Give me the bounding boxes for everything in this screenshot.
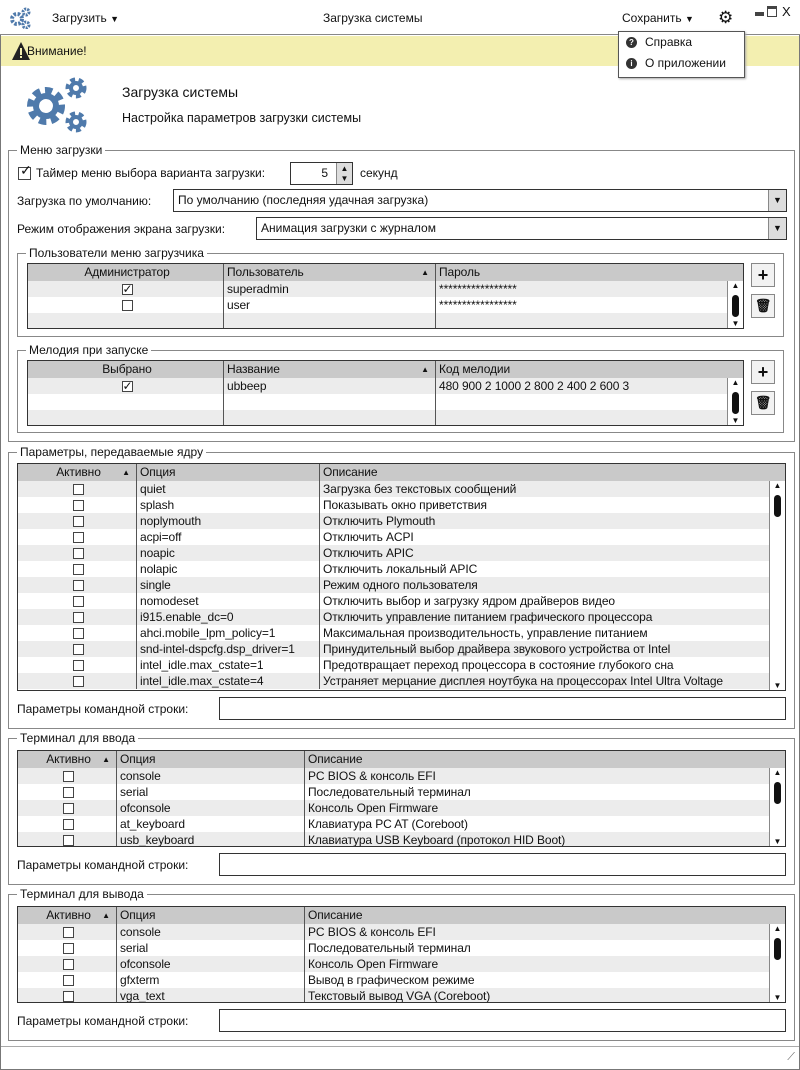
row-checkbox[interactable] <box>63 787 74 798</box>
table-row[interactable] <box>18 832 785 847</box>
scroll-down-icon[interactable]: ▼ <box>731 319 740 328</box>
row-checkbox[interactable] <box>63 803 74 814</box>
table-row[interactable] <box>18 673 785 689</box>
column-header[interactable] <box>18 907 116 924</box>
row-checkbox[interactable] <box>73 484 84 495</box>
load-menu-label: Загрузить <box>52 11 107 25</box>
checkbox-cell <box>18 593 136 609</box>
table-cell[interactable]: Максимальная производительность, управление питанием <box>319 625 769 641</box>
gears-icon <box>26 74 92 136</box>
checkbox-cell <box>18 609 136 625</box>
table-row[interactable] <box>28 297 743 313</box>
table-cell[interactable]: Консоль Open Firmware <box>304 800 769 816</box>
save-menu[interactable] <box>622 11 694 25</box>
checkbox-cell <box>28 281 223 297</box>
menu-item-label: Справка <box>645 35 693 49</box>
checkbox-cell <box>18 641 136 657</box>
checkbox-cell <box>18 988 116 1003</box>
checkbox-cell <box>18 832 116 847</box>
scroll-down-icon[interactable]: ▼ <box>773 681 782 690</box>
checkbox-cell <box>28 313 223 329</box>
checkbox-cell <box>18 561 136 577</box>
row-checkbox[interactable] <box>73 516 84 527</box>
table-cell[interactable] <box>223 394 435 410</box>
info-icon: i <box>626 58 637 69</box>
table-cell[interactable]: Отключить Plymouth <box>319 513 769 529</box>
row-checkbox[interactable] <box>63 771 74 782</box>
sort-asc-icon[interactable]: ▲ <box>122 468 130 477</box>
terminal-input-table <box>17 750 786 847</box>
table-cell[interactable]: Режим одного пользователя <box>319 577 769 593</box>
timer-spinner[interactable] <box>290 162 353 185</box>
table-cell[interactable]: serial <box>116 784 304 800</box>
row-checkbox[interactable] <box>63 819 74 830</box>
table-cell[interactable]: superadmin <box>223 281 435 297</box>
table-cell[interactable]: usb_keyboard <box>116 832 304 847</box>
column-header-label: Выбрано <box>102 362 152 376</box>
menu-item-label: О приложении <box>645 56 726 70</box>
kernel-cmdline-input[interactable] <box>219 697 786 720</box>
caret-down-icon: ▼ <box>684 14 694 24</box>
checkbox-cell <box>18 497 136 513</box>
timer-value: 5 <box>321 166 328 180</box>
row-checkbox[interactable] <box>63 991 74 1002</box>
checkbox-cell <box>28 378 223 394</box>
column-header-label: Администратор <box>84 265 170 279</box>
table-cell[interactable]: nolapic <box>136 561 319 577</box>
table-header <box>28 361 743 378</box>
table-cell[interactable]: intel_idle.max_cstate=1 <box>136 657 319 673</box>
table-cell[interactable] <box>223 313 435 329</box>
scroll-up-icon[interactable]: ▲ <box>773 768 782 777</box>
table-cell[interactable]: intel_idle.max_cstate=4 <box>136 673 319 689</box>
spinner-arrows-icon[interactable]: ▲ ▼ <box>336 163 352 184</box>
table-cell[interactable] <box>223 410 435 426</box>
table-row[interactable] <box>18 657 785 673</box>
group-legend: Параметры, передаваемые ядру <box>17 445 206 459</box>
save-dropdown-menu <box>618 31 745 78</box>
table-cell[interactable]: Консоль Open Firmware <box>304 956 769 972</box>
table-cell[interactable]: Показывать окно приветствия <box>319 497 769 513</box>
default-boot-select[interactable] <box>173 189 787 212</box>
checkbox-cell <box>18 784 116 800</box>
column-header[interactable] <box>28 361 223 378</box>
table-cell[interactable]: noapic <box>136 545 319 561</box>
checkbox-cell <box>18 956 116 972</box>
table-cell[interactable]: 480 900 2 1000 2 800 2 400 2 600 3 <box>435 378 727 394</box>
table-cell[interactable]: ofconsole <box>116 956 304 972</box>
row-checkbox[interactable] <box>73 548 84 559</box>
table-row[interactable] <box>18 940 785 956</box>
checkbox-cell <box>18 657 136 673</box>
column-header-label: Описание <box>308 752 363 766</box>
group-legend: Терминал для ввода <box>17 731 138 745</box>
terminal-output-cmdline-input[interactable] <box>219 1009 786 1032</box>
table-cell[interactable]: ***************** <box>435 281 727 297</box>
gears-icon[interactable] <box>9 7 31 29</box>
row-checkbox[interactable] <box>73 564 84 575</box>
table-cell[interactable]: Отключить управление питанием графического процессора <box>319 609 769 625</box>
default-boot-label: Загрузка по умолчанию: <box>17 194 152 208</box>
column-header[interactable] <box>223 264 435 281</box>
sort-asc-icon[interactable]: ▲ <box>102 755 110 764</box>
column-header[interactable] <box>28 264 223 281</box>
table-cell[interactable]: splash <box>136 497 319 513</box>
table-cell[interactable]: nomodeset <box>136 593 319 609</box>
users-table <box>27 263 744 329</box>
table-cell[interactable]: Отключить локальный APIC <box>319 561 769 577</box>
table-cell[interactable]: noplymouth <box>136 513 319 529</box>
load-menu[interactable] <box>52 11 119 25</box>
table-cell[interactable]: at_keyboard <box>116 816 304 832</box>
scroll-thumb[interactable] <box>774 495 781 517</box>
row-checkbox[interactable] <box>122 300 133 311</box>
table-row[interactable] <box>18 816 785 832</box>
table-cell[interactable]: gfxterm <box>116 972 304 988</box>
vertical-scrollbar[interactable] <box>769 481 785 690</box>
maximize-button[interactable] <box>767 6 777 17</box>
chevron-down-icon[interactable]: ▼ <box>768 190 786 211</box>
scroll-thumb[interactable] <box>732 295 739 317</box>
checkbox-cell <box>18 768 116 784</box>
column-header[interactable] <box>435 361 744 378</box>
table-cell[interactable] <box>435 394 727 410</box>
table-header <box>18 751 785 768</box>
column-header-label: Пользователь <box>227 265 304 279</box>
column-header[interactable] <box>136 464 319 481</box>
table-cell[interactable]: Устраняет мерцание дисплея ноутбука на процессорах Intel Ultra Voltage <box>319 673 769 689</box>
table-row[interactable] <box>18 784 785 800</box>
warning-text: Внимание! <box>27 44 87 58</box>
display-mode-value: Анимация загрузки с журналом <box>261 221 436 235</box>
table-cell[interactable]: user <box>223 297 435 313</box>
group-legend: Пользователи меню загрузчика <box>26 246 207 260</box>
column-header[interactable] <box>304 907 785 924</box>
checkbox-cell <box>28 410 223 426</box>
table-row[interactable] <box>18 800 785 816</box>
sort-asc-icon[interactable]: ▲ <box>421 268 429 277</box>
table-cell[interactable]: i915.enable_dc=0 <box>136 609 319 625</box>
checkbox-cell <box>28 297 223 313</box>
scroll-down-icon[interactable]: ▼ <box>773 993 782 1002</box>
table-header <box>18 464 785 481</box>
column-header-label: Описание <box>323 465 378 479</box>
default-boot-value: По умолчанию (последняя удачная загрузка) <box>178 193 429 207</box>
row-checkbox[interactable] <box>73 612 84 623</box>
column-header[interactable] <box>304 751 785 768</box>
table-row[interactable] <box>28 378 743 394</box>
table-cell[interactable]: console <box>116 924 304 940</box>
table-cell[interactable]: Отключить ACPI <box>319 529 769 545</box>
table-header <box>28 264 743 281</box>
table-row[interactable] <box>18 972 785 988</box>
checkbox-cell <box>18 625 136 641</box>
save-menu-label: Сохранить <box>622 11 682 25</box>
table-cell[interactable]: serial <box>116 940 304 956</box>
row-checkbox[interactable] <box>73 596 84 607</box>
empty-row[interactable] <box>28 394 743 410</box>
scroll-down-icon[interactable]: ▼ <box>731 416 740 425</box>
table-cell[interactable]: Клавиатура USB Keyboard (протокол HID Boot) <box>304 832 769 847</box>
window-title: Загрузка системы <box>323 11 423 25</box>
column-header-label: Активно <box>56 465 101 479</box>
table-cell[interactable]: Загрузка без текстовых сообщений <box>319 481 769 497</box>
scroll-thumb[interactable] <box>774 938 781 960</box>
table-cell[interactable]: Отключить APIC <box>319 545 769 561</box>
question-icon: ? <box>626 37 637 48</box>
empty-row[interactable] <box>28 313 743 329</box>
table-cell[interactable]: ahci.mobile_lpm_policy=1 <box>136 625 319 641</box>
timer-checkbox[interactable]: ✓ <box>20 162 32 179</box>
table-row[interactable] <box>18 625 785 641</box>
table-cell[interactable]: Последовательный терминал <box>304 784 769 800</box>
table-row[interactable] <box>18 768 785 784</box>
menu-item-about[interactable] <box>619 53 744 74</box>
add-melody-button[interactable]: + <box>751 360 775 384</box>
checkbox-cell <box>18 800 116 816</box>
checkbox-cell <box>18 924 116 940</box>
table-cell[interactable]: Предотвращает переход процессора в состояние глубокого сна <box>319 657 769 673</box>
timer-unit: секунд <box>360 166 398 180</box>
add-user-button[interactable]: + <box>751 263 775 287</box>
checkbox-cell <box>18 940 116 956</box>
table-cell[interactable]: Клавиатура PC AT (Coreboot) <box>304 816 769 832</box>
empty-row[interactable] <box>28 410 743 426</box>
scroll-thumb[interactable] <box>774 782 781 804</box>
row-checkbox[interactable] <box>73 532 84 543</box>
display-mode-select[interactable] <box>256 217 787 240</box>
terminal-input-cmdline-label: Параметры командной строки: <box>17 858 189 872</box>
table-row[interactable] <box>18 956 785 972</box>
table-cell[interactable]: Вывод в графическом режиме <box>304 972 769 988</box>
table-row[interactable] <box>18 609 785 625</box>
column-header[interactable] <box>18 464 136 481</box>
row-checkbox[interactable] <box>73 660 84 671</box>
table-row[interactable] <box>18 593 785 609</box>
table-cell[interactable]: PC BIOS & консоль EFI <box>304 924 769 940</box>
terminal-input-cmdline-input[interactable] <box>219 853 786 876</box>
row-checkbox[interactable] <box>63 959 74 970</box>
minimize-button[interactable] <box>755 12 764 16</box>
row-checkbox[interactable]: ✓ <box>122 379 133 394</box>
caret-down-icon: ▼ <box>110 14 120 24</box>
menu-item-help[interactable] <box>619 32 744 53</box>
table-row[interactable] <box>18 545 785 561</box>
checkbox-cell <box>18 673 136 689</box>
checkbox-cell <box>18 545 136 561</box>
display-mode-label: Режим отображения экрана загрузки: <box>17 222 226 236</box>
table-cell[interactable]: ***************** <box>435 297 727 313</box>
chevron-down-icon[interactable]: ▼ <box>768 218 786 239</box>
gear-icon[interactable]: ⚙ <box>718 8 734 27</box>
column-header-label: Пароль <box>439 265 481 279</box>
table-cell[interactable]: PC BIOS & консоль EFI <box>304 768 769 784</box>
checkbox-cell <box>18 577 136 593</box>
column-header-label: Опция <box>120 908 156 922</box>
column-header[interactable] <box>116 907 304 924</box>
timer-label: Таймер меню выбора варианта загрузки: <box>36 166 266 180</box>
scroll-down-icon[interactable]: ▼ <box>773 837 782 846</box>
melody-table <box>27 360 744 426</box>
table-cell[interactable]: ofconsole <box>116 800 304 816</box>
table-cell[interactable]: snd-intel-dspcfg.dsp_driver=1 <box>136 641 319 657</box>
table-cell[interactable]: quiet <box>136 481 319 497</box>
checkbox-cell <box>18 513 136 529</box>
column-header[interactable] <box>116 751 304 768</box>
table-header <box>18 907 785 924</box>
column-header-label: Код мелодии <box>439 362 511 376</box>
trash-icon: 🗑 <box>754 395 772 410</box>
group-legend: Терминал для вывода <box>17 887 147 901</box>
column-header-label: Опция <box>120 752 156 766</box>
row-checkbox[interactable] <box>73 676 84 687</box>
vertical-scrollbar[interactable] <box>727 281 743 328</box>
column-header[interactable] <box>435 264 744 281</box>
status-bar <box>1 1046 799 1069</box>
table-cell[interactable] <box>435 410 727 426</box>
column-header-label: Активно <box>46 752 91 766</box>
table-row[interactable] <box>18 577 785 593</box>
table-cell[interactable]: Отключить выбор и загрузку ядром драйверов видео <box>319 593 769 609</box>
scroll-up-icon[interactable]: ▲ <box>731 378 740 387</box>
row-checkbox[interactable] <box>63 943 74 954</box>
checkbox-cell <box>18 972 116 988</box>
table-cell[interactable]: Принудительный выбор драйвера звукового устройства от Intel <box>319 641 769 657</box>
scroll-thumb[interactable] <box>732 392 739 414</box>
kernel-cmdline-label: Параметры командной строки: <box>17 702 189 716</box>
group-legend: Мелодия при запуске <box>26 343 151 357</box>
delete-user-button[interactable] <box>751 294 775 318</box>
table-cell[interactable]: console <box>116 768 304 784</box>
table-cell[interactable]: Текстовый вывод VGA (Coreboot) <box>304 988 769 1003</box>
scroll-up-icon[interactable]: ▲ <box>773 481 782 490</box>
delete-melody-button[interactable] <box>751 391 775 415</box>
kernel-params-table <box>17 463 786 691</box>
table-cell[interactable]: Последовательный терминал <box>304 940 769 956</box>
title-bar <box>0 0 800 35</box>
table-row[interactable] <box>18 641 785 657</box>
group-legend: Меню загрузки <box>17 143 105 157</box>
terminal-output-cmdline-label: Параметры командной строки: <box>17 1014 189 1028</box>
table-row[interactable] <box>28 281 743 297</box>
row-checkbox[interactable] <box>63 975 74 986</box>
row-checkbox[interactable] <box>73 628 84 639</box>
row-checkbox[interactable] <box>73 580 84 591</box>
checkbox-cell <box>18 529 136 545</box>
column-header-label: Активно <box>46 908 91 922</box>
table-cell[interactable]: acpi=off <box>136 529 319 545</box>
sort-asc-icon[interactable]: ▲ <box>421 365 429 374</box>
scroll-up-icon[interactable]: ▲ <box>731 281 740 290</box>
table-cell[interactable]: ubbeep <box>223 378 435 394</box>
trash-icon: 🗑 <box>754 298 772 313</box>
vertical-scrollbar[interactable] <box>769 768 785 846</box>
column-header-label: Опция <box>140 465 176 479</box>
table-row[interactable] <box>18 988 785 1003</box>
checkbox-cell <box>28 394 223 410</box>
table-cell[interactable]: single <box>136 577 319 593</box>
table-row[interactable] <box>18 924 785 940</box>
table-row[interactable] <box>18 497 785 513</box>
column-header[interactable] <box>319 464 785 481</box>
row-checkbox[interactable] <box>73 500 84 511</box>
table-row[interactable] <box>18 513 785 529</box>
page-title: Загрузка системы <box>122 84 239 100</box>
page-subtitle: Настройка параметров загрузки системы <box>122 111 362 125</box>
row-checkbox[interactable] <box>73 644 84 655</box>
scroll-up-icon[interactable]: ▲ <box>773 924 782 933</box>
column-header-label: Описание <box>308 908 363 922</box>
vertical-scrollbar[interactable] <box>727 378 743 425</box>
table-row[interactable] <box>18 481 785 497</box>
terminal-output-table <box>17 906 786 1003</box>
resize-grip-icon[interactable]: ⟋ <box>787 1051 795 1063</box>
column-header-label: Название <box>227 362 280 376</box>
table-row[interactable] <box>18 529 785 545</box>
column-header[interactable] <box>223 361 435 378</box>
row-checkbox[interactable] <box>63 927 74 938</box>
sort-asc-icon[interactable]: ▲ <box>102 911 110 920</box>
column-header[interactable] <box>18 751 116 768</box>
row-checkbox[interactable] <box>63 835 74 846</box>
close-button[interactable]: X <box>782 4 791 19</box>
row-checkbox[interactable]: ✓ <box>122 282 133 297</box>
table-cell[interactable] <box>435 313 727 329</box>
table-row[interactable] <box>18 561 785 577</box>
checkbox-cell <box>18 481 136 497</box>
table-cell[interactable]: vga_text <box>116 988 304 1003</box>
checkbox-cell <box>18 816 116 832</box>
vertical-scrollbar[interactable] <box>769 924 785 1002</box>
